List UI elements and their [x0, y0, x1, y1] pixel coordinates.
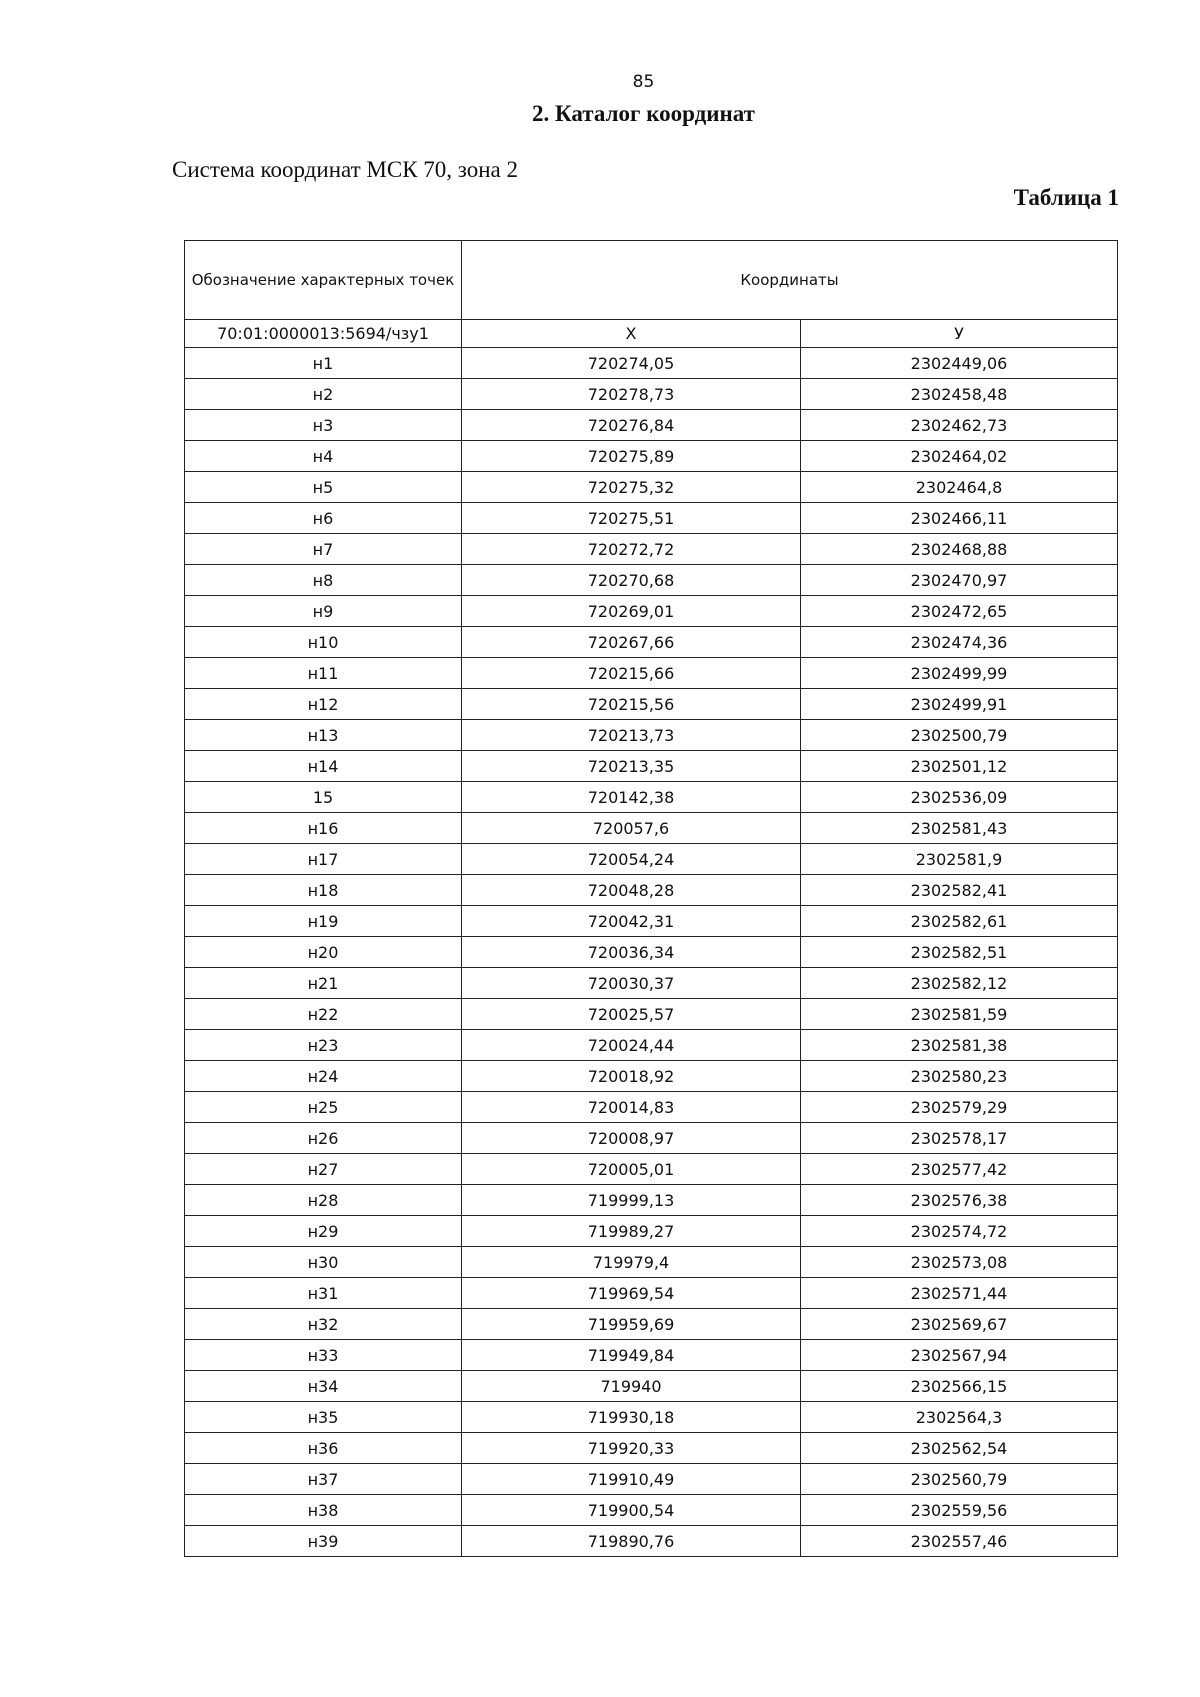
x-cell: 719910,49 — [462, 1464, 801, 1495]
x-cell: 720024,44 — [462, 1030, 801, 1061]
x-cell: 720275,89 — [462, 441, 801, 472]
y-cell: 2302559,56 — [801, 1495, 1118, 1526]
y-cell: 2302560,79 — [801, 1464, 1118, 1495]
x-cell: 720042,31 — [462, 906, 801, 937]
x-cell: 720267,66 — [462, 627, 801, 658]
coordinates-table — [184, 240, 1118, 1557]
y-cell: 2302581,38 — [801, 1030, 1118, 1061]
point-cell: н36 — [185, 1433, 462, 1464]
x-cell: 719890,76 — [462, 1526, 801, 1557]
x-cell: 720272,72 — [462, 534, 801, 565]
y-cell: 2302582,12 — [801, 968, 1118, 999]
table-row — [185, 627, 1118, 658]
page-number: 85 — [632, 72, 655, 92]
table-row — [185, 596, 1118, 627]
point-cell: н14 — [185, 751, 462, 782]
point-cell: н16 — [185, 813, 462, 844]
table-row — [185, 1092, 1118, 1123]
table-caption: Таблица 1 — [1013, 185, 1119, 210]
table-row — [185, 1216, 1118, 1247]
x-cell: 720036,34 — [462, 937, 801, 968]
table-row — [185, 1309, 1118, 1340]
point-cell: н19 — [185, 906, 462, 937]
table-row — [185, 937, 1118, 968]
point-cell: н8 — [185, 565, 462, 596]
x-cell: 720270,68 — [462, 565, 801, 596]
point-cell: н13 — [185, 720, 462, 751]
point-cell: н1 — [185, 348, 462, 379]
point-cell: н27 — [185, 1154, 462, 1185]
table-row — [185, 1154, 1118, 1185]
y-cell: 2302582,51 — [801, 937, 1118, 968]
y-cell: 2302468,88 — [801, 534, 1118, 565]
table-row — [185, 1464, 1118, 1495]
x-cell: 720005,01 — [462, 1154, 801, 1185]
table-row — [185, 968, 1118, 999]
table-row — [185, 782, 1118, 813]
x-cell: 719979,4 — [462, 1247, 801, 1278]
point-cell: н37 — [185, 1464, 462, 1495]
x-cell: 720274,05 — [462, 348, 801, 379]
point-cell: н10 — [185, 627, 462, 658]
x-cell: 719930,18 — [462, 1402, 801, 1433]
x-cell: 720215,66 — [462, 658, 801, 689]
x-cell: 720278,73 — [462, 379, 801, 410]
table-row — [185, 1495, 1118, 1526]
y-cell: 2302566,15 — [801, 1371, 1118, 1402]
x-cell: 720008,97 — [462, 1123, 801, 1154]
y-cell: 2302474,36 — [801, 627, 1118, 658]
point-cell: н38 — [185, 1495, 462, 1526]
table-row — [185, 1123, 1118, 1154]
y-cell: 2302579,29 — [801, 1092, 1118, 1123]
x-cell: 720215,56 — [462, 689, 801, 720]
table-row — [185, 1526, 1118, 1557]
y-cell: 2302571,44 — [801, 1278, 1118, 1309]
y-cell: 2302582,61 — [801, 906, 1118, 937]
table-row — [185, 689, 1118, 720]
header-x: X — [462, 320, 801, 348]
y-cell: 2302464,8 — [801, 472, 1118, 503]
y-cell: 2302574,72 — [801, 1216, 1118, 1247]
table-row — [185, 999, 1118, 1030]
table-row — [185, 1030, 1118, 1061]
point-cell: н11 — [185, 658, 462, 689]
y-cell: 2302472,65 — [801, 596, 1118, 627]
coordinates-table-body — [185, 241, 1118, 1557]
point-cell: н22 — [185, 999, 462, 1030]
y-cell: 2302557,46 — [801, 1526, 1118, 1557]
x-cell: 719920,33 — [462, 1433, 801, 1464]
y-cell: 2302569,67 — [801, 1309, 1118, 1340]
x-cell: 720213,73 — [462, 720, 801, 751]
y-cell: 2302567,94 — [801, 1340, 1118, 1371]
table-row — [185, 441, 1118, 472]
point-cell: н18 — [185, 875, 462, 906]
table-subheader-row — [185, 320, 1118, 348]
table-row — [185, 875, 1118, 906]
point-cell: н2 — [185, 379, 462, 410]
x-cell: 720057,6 — [462, 813, 801, 844]
y-cell: 2302464,02 — [801, 441, 1118, 472]
y-cell: 2302500,79 — [801, 720, 1118, 751]
header-parcel-id: 70:01:0000013:5694/чзу1 — [185, 320, 462, 348]
point-cell: н5 — [185, 472, 462, 503]
table-row — [185, 1185, 1118, 1216]
x-cell: 719940 — [462, 1371, 801, 1402]
y-cell: 2302576,38 — [801, 1185, 1118, 1216]
point-cell: н23 — [185, 1030, 462, 1061]
x-cell: 719969,54 — [462, 1278, 801, 1309]
table-row — [185, 844, 1118, 875]
point-cell: н39 — [185, 1526, 462, 1557]
y-cell: 2302458,48 — [801, 379, 1118, 410]
point-cell: н34 — [185, 1371, 462, 1402]
y-cell: 2302499,91 — [801, 689, 1118, 720]
y-cell: 2302578,17 — [801, 1123, 1118, 1154]
table-row — [185, 1061, 1118, 1092]
table-row — [185, 658, 1118, 689]
y-cell: 2302562,54 — [801, 1433, 1118, 1464]
y-cell: 2302499,99 — [801, 658, 1118, 689]
x-cell: 719949,84 — [462, 1340, 801, 1371]
x-cell: 720054,24 — [462, 844, 801, 875]
point-cell: н24 — [185, 1061, 462, 1092]
table-row — [185, 1340, 1118, 1371]
x-cell: 720018,92 — [462, 1061, 801, 1092]
x-cell: 719999,13 — [462, 1185, 801, 1216]
point-cell: н9 — [185, 596, 462, 627]
x-cell: 720142,38 — [462, 782, 801, 813]
point-cell: н32 — [185, 1309, 462, 1340]
y-cell: 2302462,73 — [801, 410, 1118, 441]
table-header-row — [185, 241, 1118, 320]
point-cell: н21 — [185, 968, 462, 999]
point-cell: 15 — [185, 782, 462, 813]
document-title: 2. Каталог координат — [532, 101, 755, 126]
table-row — [185, 1402, 1118, 1433]
point-cell: н12 — [185, 689, 462, 720]
y-cell: 2302470,97 — [801, 565, 1118, 596]
point-cell: н35 — [185, 1402, 462, 1433]
y-cell: 2302573,08 — [801, 1247, 1118, 1278]
x-cell: 719900,54 — [462, 1495, 801, 1526]
coordinate-system-label: Система координат МСК 70, зона 2 — [172, 157, 519, 182]
table-row — [185, 1278, 1118, 1309]
point-cell: н28 — [185, 1185, 462, 1216]
table-row — [185, 410, 1118, 441]
point-cell: н17 — [185, 844, 462, 875]
point-cell: н25 — [185, 1092, 462, 1123]
point-cell: н26 — [185, 1123, 462, 1154]
y-cell: 2302581,9 — [801, 844, 1118, 875]
y-cell: 2302581,43 — [801, 813, 1118, 844]
table-row — [185, 1433, 1118, 1464]
table-row — [185, 1371, 1118, 1402]
x-cell: 720048,28 — [462, 875, 801, 906]
y-cell: 2302536,09 — [801, 782, 1118, 813]
table-row — [185, 472, 1118, 503]
x-cell: 719989,27 — [462, 1216, 801, 1247]
point-cell: н7 — [185, 534, 462, 565]
header-points: Обозначение характерных точек — [185, 241, 462, 320]
table-row — [185, 813, 1118, 844]
table-row — [185, 534, 1118, 565]
y-cell: 2302449,06 — [801, 348, 1118, 379]
x-cell: 720269,01 — [462, 596, 801, 627]
table-row — [185, 565, 1118, 596]
point-cell: н3 — [185, 410, 462, 441]
point-cell: н33 — [185, 1340, 462, 1371]
point-cell: н29 — [185, 1216, 462, 1247]
table-row — [185, 503, 1118, 534]
table-row — [185, 348, 1118, 379]
y-cell: 2302577,42 — [801, 1154, 1118, 1185]
x-cell: 720213,35 — [462, 751, 801, 782]
point-cell: н30 — [185, 1247, 462, 1278]
x-cell: 720014,83 — [462, 1092, 801, 1123]
table-row — [185, 751, 1118, 782]
x-cell: 719959,69 — [462, 1309, 801, 1340]
y-cell: 2302581,59 — [801, 999, 1118, 1030]
y-cell: 2302564,3 — [801, 1402, 1118, 1433]
point-cell: н6 — [185, 503, 462, 534]
x-cell: 720025,57 — [462, 999, 801, 1030]
x-cell: 720276,84 — [462, 410, 801, 441]
point-cell: н31 — [185, 1278, 462, 1309]
x-cell: 720275,51 — [462, 503, 801, 534]
x-cell: 720030,37 — [462, 968, 801, 999]
y-cell: 2302580,23 — [801, 1061, 1118, 1092]
point-cell: н20 — [185, 937, 462, 968]
y-cell: 2302501,12 — [801, 751, 1118, 782]
table-row — [185, 906, 1118, 937]
header-coordinates: Координаты — [462, 241, 1118, 320]
x-cell: 720275,32 — [462, 472, 801, 503]
point-cell: н4 — [185, 441, 462, 472]
y-cell: 2302466,11 — [801, 503, 1118, 534]
table-row — [185, 1247, 1118, 1278]
header-y: У — [801, 320, 1118, 348]
y-cell: 2302582,41 — [801, 875, 1118, 906]
table-row — [185, 379, 1118, 410]
table-row — [185, 720, 1118, 751]
